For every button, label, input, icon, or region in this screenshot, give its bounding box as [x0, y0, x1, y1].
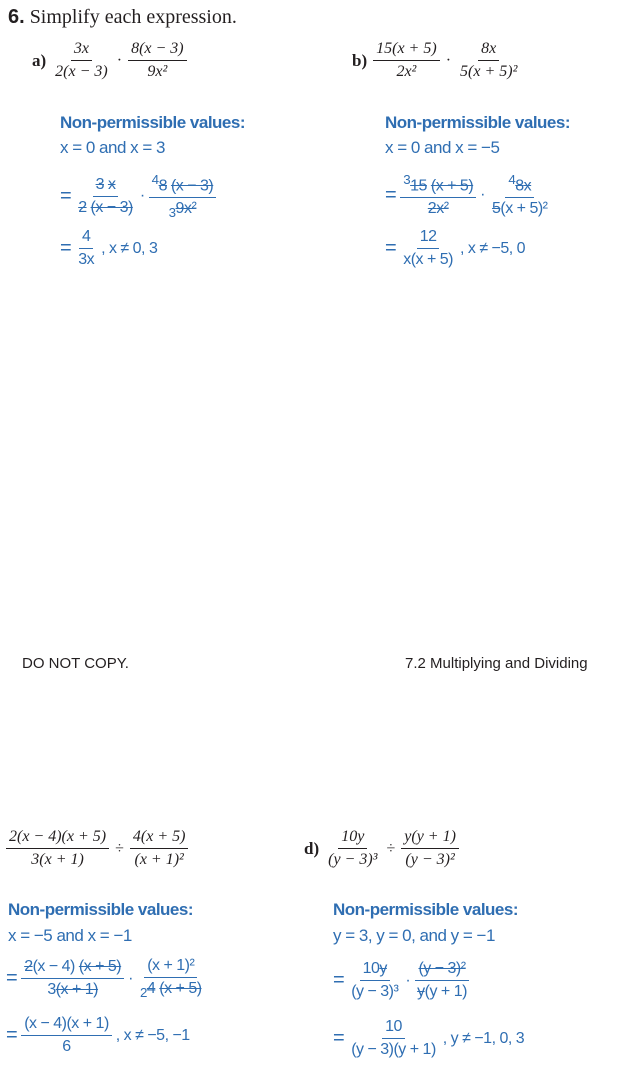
part-a-final: [60, 228, 157, 269]
fraction: [130, 828, 189, 869]
fraction: [400, 172, 476, 218]
part-b-step: [385, 172, 551, 218]
denominator-part: (y + 1): [424, 983, 467, 1000]
cancelled: 2: [427, 200, 437, 218]
denominator: 3(x + 1): [31, 851, 84, 868]
fraction: [128, 40, 187, 81]
fraction: [414, 960, 470, 1001]
denominator: 3x: [78, 251, 95, 268]
cancelled: x²: [183, 200, 197, 218]
cancelled: 2: [78, 198, 87, 216]
npv-heading: Non-permissible values:: [333, 900, 519, 919]
footer-section-title: 7.2 Multiplying and Dividing: [405, 655, 588, 672]
fraction: [137, 957, 205, 1000]
numerator: 2(x − 4)(x + 5): [6, 828, 109, 849]
numerator: 10: [382, 1018, 405, 1039]
npv-heading: Non-permissible values:: [385, 113, 571, 132]
operator: ·: [445, 51, 452, 69]
operator: ·: [405, 971, 411, 989]
npv-heading: Non-permissible values:: [8, 900, 194, 919]
cancelled: 5: [491, 200, 501, 218]
fraction: [401, 828, 459, 869]
numerator-part: (x − 4): [32, 958, 75, 976]
cancelled: (x + 5): [159, 980, 202, 997]
restriction: , x ≠ −5, 0: [459, 239, 526, 257]
fraction: [325, 828, 380, 869]
fraction: [400, 228, 456, 269]
fraction: [348, 960, 401, 1001]
denominator: (y − 3)³: [328, 851, 378, 868]
part-c-final: [6, 1015, 190, 1056]
cancelled: 8: [515, 177, 524, 195]
denominator: (x + 1)²: [134, 851, 184, 868]
denominator: 5(x + 5)²: [460, 63, 518, 80]
equals: =: [385, 183, 397, 206]
problem-number: 6.: [8, 6, 25, 28]
npv-values: x = −5 and x = −1: [8, 926, 132, 945]
cancelled: 4: [146, 980, 156, 997]
operator: ·: [480, 186, 485, 204]
problem-title: [8, 6, 237, 29]
cancelled: (x + 5): [430, 177, 474, 195]
cancelled: y: [379, 960, 387, 977]
numerator: 4: [79, 228, 93, 249]
denominator: (y − 3)(y + 1): [351, 1041, 436, 1058]
reduced: 3: [403, 172, 411, 187]
footer-copyright: DO NOT COPY.: [22, 655, 129, 672]
cancelled: 15: [410, 177, 427, 195]
npv-heading: Non-permissible values:: [60, 113, 246, 132]
part-label: d): [304, 838, 320, 858]
denominator: 2(x − 3): [55, 63, 108, 80]
cancelled: (y − 3)²: [415, 960, 468, 981]
part-d-expression: [304, 828, 459, 869]
part-c-step: [6, 957, 205, 1000]
restriction: , x ≠ −5, −1: [115, 1026, 190, 1044]
operator: ÷: [115, 839, 124, 857]
numerator: 8(x − 3): [128, 40, 187, 61]
equals: =: [60, 237, 72, 259]
numerator: y(y + 1): [401, 828, 459, 849]
operator: ÷: [386, 839, 396, 857]
fraction: [21, 1015, 112, 1056]
fraction: [373, 40, 440, 81]
reduced: 4: [151, 172, 159, 187]
part-label: a): [32, 50, 47, 70]
numerator: 4(x + 5): [130, 828, 189, 849]
equals: =: [6, 1024, 18, 1046]
cancelled: (x + 5): [78, 958, 122, 976]
part-d-final: [333, 1018, 524, 1059]
denominator: 9x²: [147, 63, 168, 80]
cancelled: (x − 3): [170, 177, 214, 195]
part-b-final: [385, 228, 525, 269]
equals: =: [333, 1027, 345, 1049]
cancelled: 3: [95, 175, 104, 193]
numerator: 8x: [478, 40, 499, 61]
fraction: [348, 1018, 439, 1059]
reduced: 2: [139, 985, 147, 1001]
fraction: [21, 958, 124, 999]
cancelled: x: [523, 177, 532, 195]
fraction: [457, 40, 520, 81]
equals: =: [385, 237, 397, 259]
equals: =: [333, 969, 345, 991]
operator: ·: [128, 969, 133, 987]
npv-values: x = 0 and x = 3: [60, 138, 165, 157]
numerator: 3x: [71, 40, 92, 61]
cancelled: 9: [175, 200, 184, 218]
fraction: [52, 40, 111, 81]
part-a-expression: [32, 40, 187, 81]
part-b-expression: [352, 40, 520, 81]
reduced: 4: [508, 172, 516, 187]
cancelled: (x + 1): [55, 981, 99, 999]
denominator: (y − 3)²: [405, 851, 455, 868]
fraction: [75, 228, 97, 269]
denominator: 2x²: [396, 63, 417, 80]
numerator: (x − 4)(x + 1): [21, 1015, 112, 1036]
cancelled: 2: [24, 958, 33, 976]
restriction: , y ≠ −1, 0, 3: [442, 1029, 525, 1047]
restriction: , x ≠ 0, 3: [101, 239, 158, 257]
denominator-part: 3: [47, 981, 56, 999]
cancelled: x: [107, 175, 116, 193]
numerator: 15(x + 5): [373, 40, 440, 61]
part-label: b): [352, 50, 368, 70]
npv-values: x = 0 and x = −5: [385, 138, 500, 157]
fraction: [489, 172, 551, 218]
part-d-step: [333, 960, 470, 1001]
cancelled: 8: [158, 177, 167, 195]
equals: =: [60, 184, 72, 207]
equals: =: [6, 967, 18, 990]
denominator: 6: [62, 1038, 71, 1055]
numerator-part: 10: [362, 960, 380, 977]
cancelled: x²: [436, 200, 449, 218]
part-a-step: [60, 172, 216, 221]
fraction: [6, 828, 109, 869]
fraction: [149, 172, 217, 221]
cancelled: y: [417, 983, 425, 1000]
denominator: (y − 3)³: [351, 983, 399, 1000]
denominator: x(x + 5): [403, 251, 453, 268]
numerator: 12: [417, 228, 440, 249]
fraction: [75, 176, 136, 217]
operator: ·: [116, 51, 123, 69]
denominator-part: (x + 5)²: [500, 200, 548, 218]
part-c-expression: [6, 828, 188, 869]
numerator: 10y: [338, 828, 367, 849]
npv-values: y = 3, y = 0, and y = −1: [333, 926, 495, 945]
numerator: (x + 1)²: [144, 957, 197, 978]
problem-instruction: Simplify each expression.: [29, 6, 237, 28]
cancelled: (x − 3): [90, 198, 133, 216]
reduced: 3: [168, 205, 176, 221]
operator: ·: [139, 187, 145, 205]
